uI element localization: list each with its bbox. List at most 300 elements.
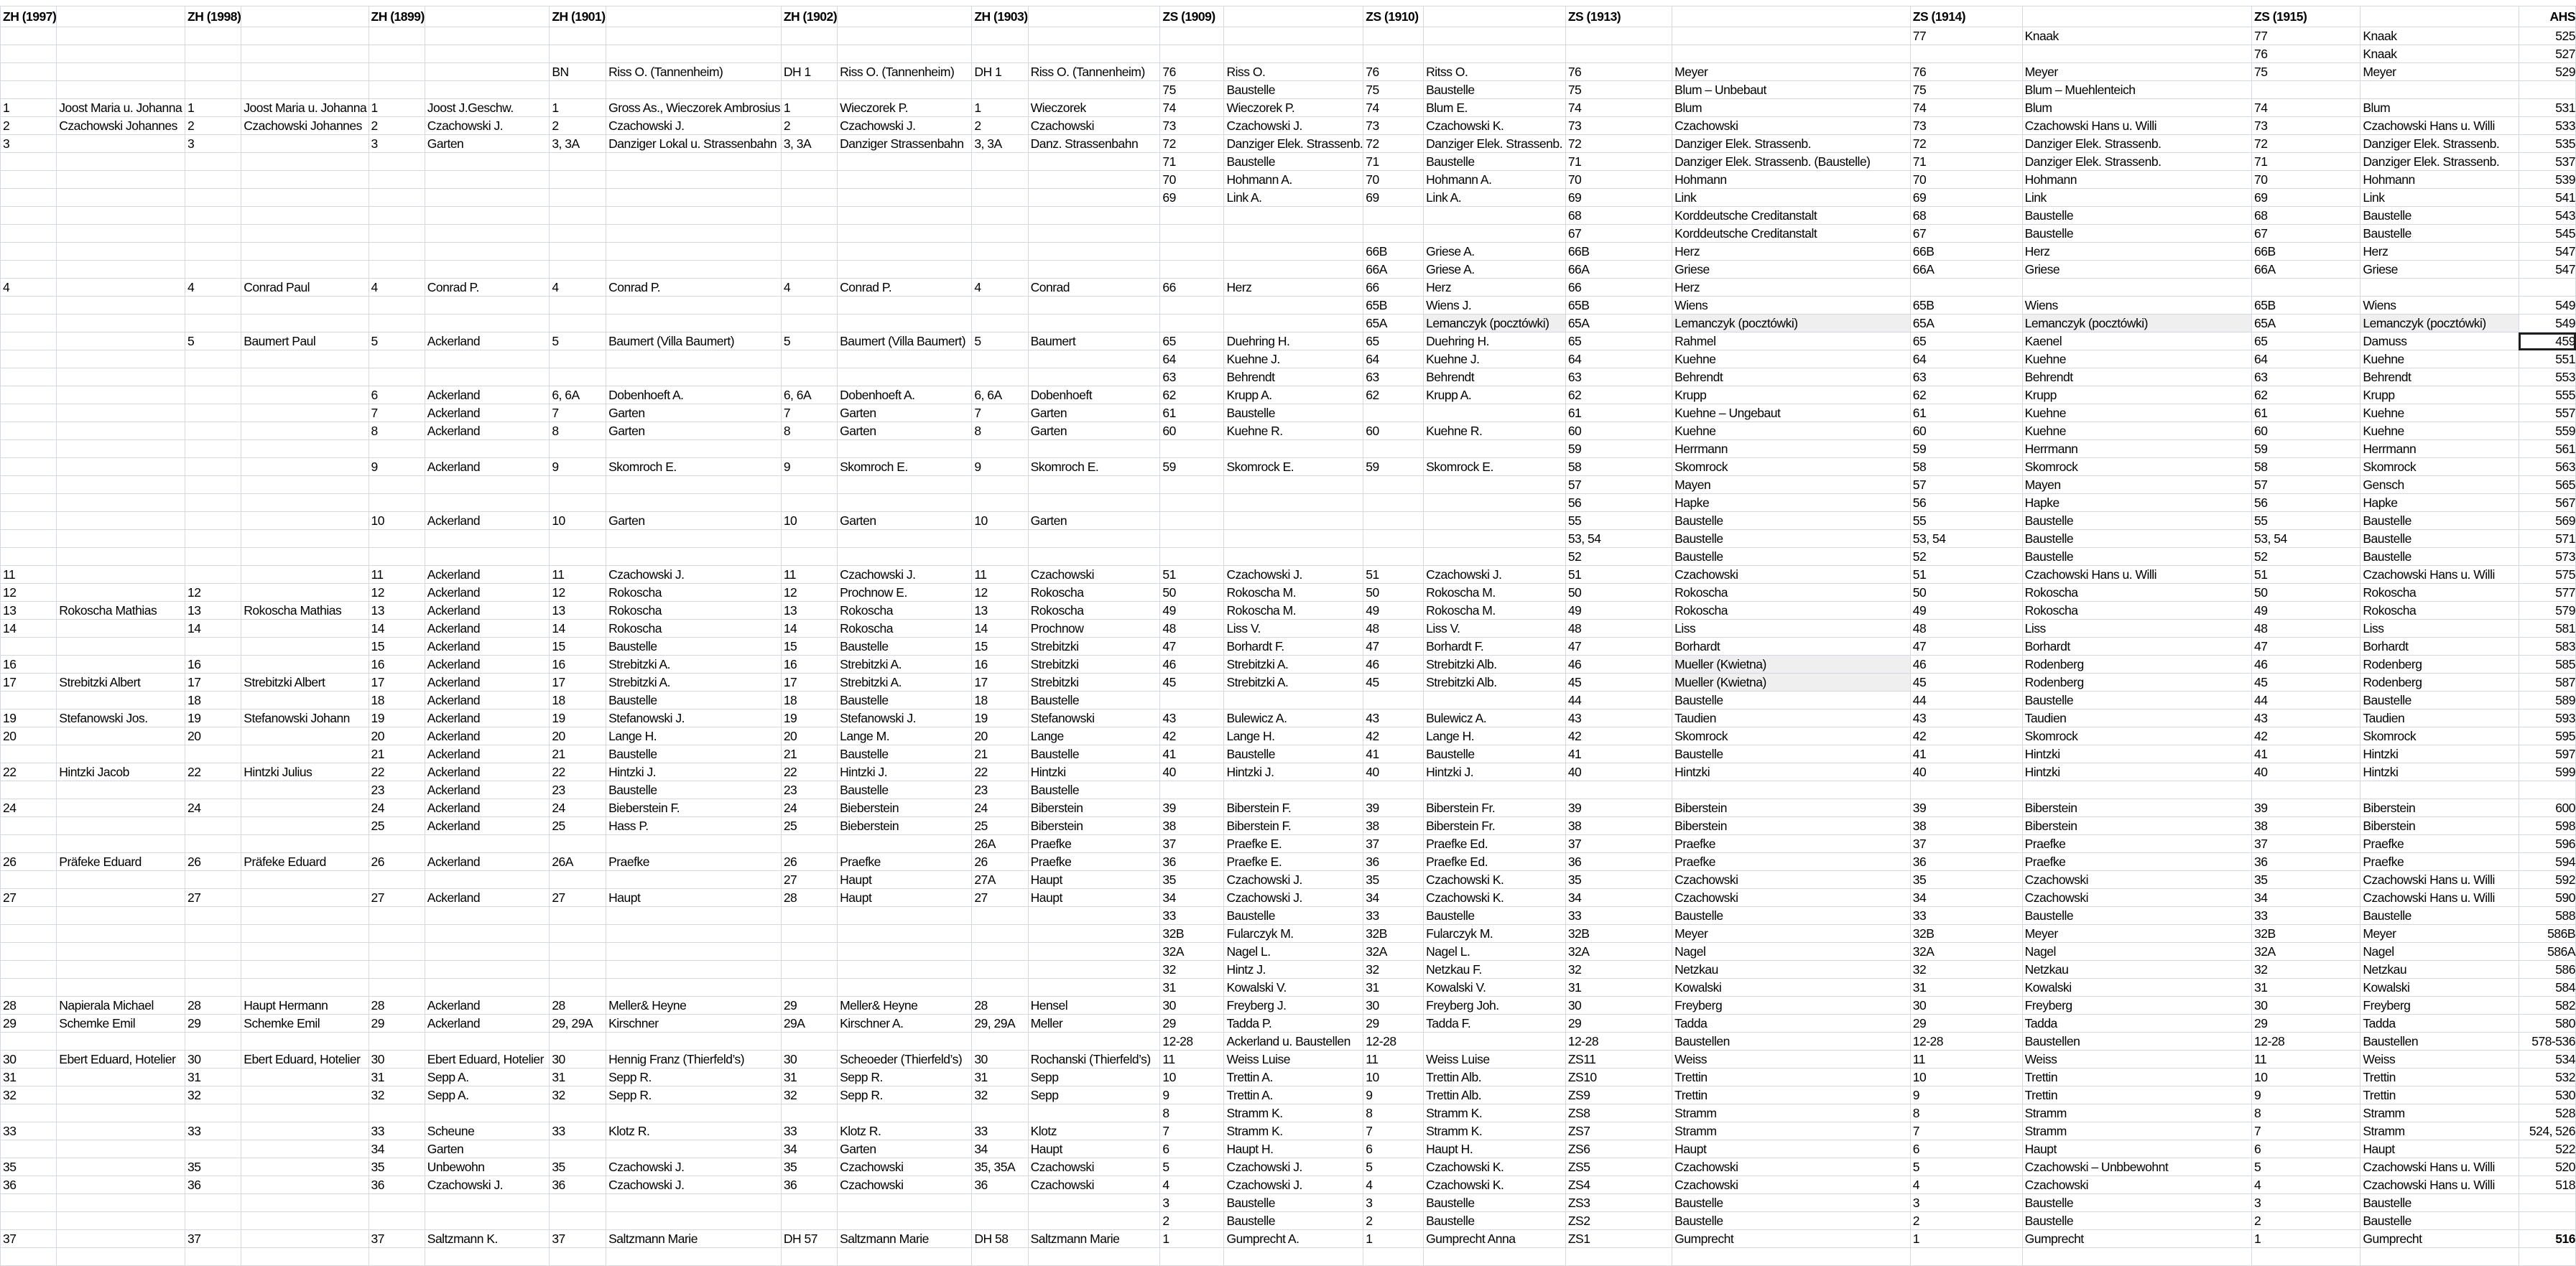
- house-number-cell[interactable]: [1565, 27, 1672, 45]
- owner-name-cell[interactable]: Baustelle: [1672, 548, 1911, 566]
- owner-name-cell[interactable]: Baustelle: [2360, 1194, 2519, 1212]
- owner-name-cell[interactable]: Kuehne J.: [1424, 350, 1566, 368]
- owner-name-cell[interactable]: Baustelle: [1224, 153, 1363, 171]
- house-number-cell[interactable]: [369, 1033, 425, 1051]
- house-number-cell[interactable]: [781, 171, 837, 189]
- column-header[interactable]: ZS (1915): [2252, 6, 2360, 27]
- owner-name-cell[interactable]: [241, 368, 369, 386]
- owner-name-cell[interactable]: [1028, 440, 1160, 458]
- house-number-cell[interactable]: 65: [1910, 332, 2022, 350]
- house-number-cell[interactable]: 11: [781, 566, 837, 584]
- owner-name-cell[interactable]: [425, 494, 550, 512]
- owner-name-cell[interactable]: Ackerland: [425, 763, 550, 781]
- owner-name-cell[interactable]: [241, 817, 369, 835]
- owner-name-cell[interactable]: [1224, 781, 1363, 799]
- house-number-cell[interactable]: 24: [185, 799, 241, 817]
- owner-name-cell[interactable]: Czachowski: [2022, 871, 2251, 889]
- owner-name-cell[interactable]: [57, 1069, 185, 1086]
- house-number-cell[interactable]: [972, 45, 1028, 63]
- owner-name-cell[interactable]: Danziger Strassenbahn: [838, 135, 972, 153]
- house-number-cell[interactable]: 72: [1910, 135, 2022, 153]
- owner-name-cell[interactable]: Baumert: [1028, 332, 1160, 350]
- owner-name-cell[interactable]: [838, 1104, 972, 1122]
- house-number-cell[interactable]: 7: [369, 404, 425, 422]
- house-number-cell[interactable]: 27: [369, 889, 425, 907]
- owner-name-cell[interactable]: Schemke Emil: [57, 1015, 185, 1033]
- owner-name-cell[interactable]: [241, 422, 369, 440]
- house-number-cell[interactable]: 65B: [1565, 297, 1672, 315]
- owner-name-cell[interactable]: Stramm K.: [1424, 1122, 1566, 1140]
- ahs-cell[interactable]: 597: [2519, 745, 2575, 763]
- house-number-cell[interactable]: 63: [1160, 368, 1224, 386]
- owner-name-cell[interactable]: Nagel: [1672, 943, 1911, 961]
- house-number-cell[interactable]: 41: [1565, 745, 1672, 763]
- owner-name-cell[interactable]: [606, 530, 782, 548]
- house-number-cell[interactable]: [185, 350, 241, 368]
- house-number-cell[interactable]: [972, 297, 1028, 315]
- owner-name-cell[interactable]: Haupt H.: [1424, 1140, 1566, 1158]
- owner-name-cell[interactable]: Garten: [1028, 404, 1160, 422]
- owner-name-cell[interactable]: [606, 225, 782, 243]
- house-number-cell[interactable]: [972, 961, 1028, 979]
- owner-name-cell[interactable]: [838, 189, 972, 207]
- owner-name-cell[interactable]: Trettin: [2022, 1069, 2251, 1086]
- house-number-cell[interactable]: 39: [1363, 799, 1424, 817]
- house-number-cell[interactable]: 35: [781, 1158, 837, 1176]
- ahs-cell[interactable]: 559: [2519, 422, 2575, 440]
- house-number-cell[interactable]: [550, 476, 606, 494]
- house-number-cell[interactable]: 60: [1363, 422, 1424, 440]
- owner-name-cell[interactable]: [1424, 440, 1566, 458]
- house-number-cell[interactable]: 65: [1160, 332, 1224, 350]
- house-number-cell[interactable]: 1: [1, 99, 57, 117]
- owner-name-cell[interactable]: Prochnow: [1028, 620, 1160, 638]
- house-number-cell[interactable]: 50: [1565, 584, 1672, 602]
- house-number-cell[interactable]: 32: [1910, 961, 2022, 979]
- owner-name-cell[interactable]: [241, 1230, 369, 1248]
- house-number-cell[interactable]: [1910, 1248, 2022, 1266]
- ahs-cell[interactable]: 575: [2519, 566, 2575, 584]
- owner-name-cell[interactable]: [57, 512, 185, 530]
- house-number-cell[interactable]: 8: [1160, 1104, 1224, 1122]
- owner-name-cell[interactable]: Krupp A.: [1224, 386, 1363, 404]
- owner-name-cell[interactable]: Garten: [606, 512, 782, 530]
- house-number-cell[interactable]: [550, 907, 606, 925]
- owner-name-cell[interactable]: Link: [2022, 189, 2251, 207]
- house-number-cell[interactable]: 6, 6A: [550, 386, 606, 404]
- owner-name-cell[interactable]: Joost Maria u. Johanna: [57, 99, 185, 117]
- owner-name-cell[interactable]: Meller& Heyne: [838, 997, 972, 1015]
- house-number-cell[interactable]: 1: [369, 99, 425, 117]
- house-number-cell[interactable]: 3: [185, 135, 241, 153]
- house-number-cell[interactable]: [369, 207, 425, 225]
- house-number-cell[interactable]: [369, 225, 425, 243]
- owner-name-cell[interactable]: Gumprecht Anna: [1424, 1230, 1566, 1248]
- owner-name-cell[interactable]: Griese: [2022, 261, 2251, 279]
- house-number-cell[interactable]: 33: [369, 1122, 425, 1140]
- house-number-cell[interactable]: [1160, 548, 1224, 566]
- house-number-cell[interactable]: 5: [1160, 1158, 1224, 1176]
- owner-name-cell[interactable]: Hintzki Jacob: [57, 763, 185, 781]
- ahs-cell[interactable]: 534: [2519, 1051, 2575, 1069]
- house-number-cell[interactable]: 8: [550, 422, 606, 440]
- house-number-cell[interactable]: 73: [1160, 117, 1224, 135]
- house-number-cell[interactable]: 4: [1910, 1176, 2022, 1194]
- house-number-cell[interactable]: 26: [972, 853, 1028, 871]
- owner-name-cell[interactable]: Trettin: [2360, 1086, 2519, 1104]
- owner-name-cell[interactable]: Mayen: [1672, 476, 1911, 494]
- house-number-cell[interactable]: 60: [2252, 422, 2360, 440]
- house-number-cell[interactable]: 67: [1910, 225, 2022, 243]
- house-number-cell[interactable]: 12-28: [1910, 1033, 2022, 1051]
- owner-name-cell[interactable]: [241, 548, 369, 566]
- house-number-cell[interactable]: 16: [1, 656, 57, 674]
- house-number-cell[interactable]: 64: [2252, 350, 2360, 368]
- house-number-cell[interactable]: 38: [1565, 817, 1672, 835]
- house-number-cell[interactable]: 66B: [2252, 243, 2360, 261]
- owner-name-cell[interactable]: Lemanczyk (pocztówki): [2360, 315, 2519, 332]
- owner-name-cell[interactable]: Garten: [838, 512, 972, 530]
- house-number-cell[interactable]: 76: [2252, 45, 2360, 63]
- house-number-cell[interactable]: 29: [1, 1015, 57, 1033]
- house-number-cell[interactable]: [550, 45, 606, 63]
- house-number-cell[interactable]: [550, 548, 606, 566]
- house-number-cell[interactable]: 3, 3A: [972, 135, 1028, 153]
- house-number-cell[interactable]: 32B: [1565, 925, 1672, 943]
- house-number-cell[interactable]: [185, 153, 241, 171]
- owner-name-cell[interactable]: Hintzki: [1028, 763, 1160, 781]
- house-number-cell[interactable]: 22: [550, 763, 606, 781]
- house-number-cell[interactable]: [2252, 279, 2360, 297]
- house-number-cell[interactable]: 70: [1565, 171, 1672, 189]
- owner-name-cell[interactable]: Baustelle: [1224, 745, 1363, 763]
- house-number-cell[interactable]: 8: [369, 422, 425, 440]
- house-number-cell[interactable]: [369, 943, 425, 961]
- ahs-cell[interactable]: 573: [2519, 548, 2575, 566]
- owner-name-cell[interactable]: [241, 1069, 369, 1086]
- owner-name-cell[interactable]: Strebitzki Alb.: [1424, 674, 1566, 692]
- house-number-cell[interactable]: 15: [781, 638, 837, 656]
- owner-name-cell[interactable]: [1224, 315, 1363, 332]
- owner-name-cell[interactable]: [57, 494, 185, 512]
- owner-name-cell[interactable]: [57, 476, 185, 494]
- owner-name-cell[interactable]: [241, 1248, 369, 1266]
- owner-name-cell[interactable]: Baustelle: [2022, 1194, 2251, 1212]
- house-number-cell[interactable]: 57: [1565, 476, 1672, 494]
- owner-name-cell[interactable]: [57, 835, 185, 853]
- owner-name-cell[interactable]: [241, 727, 369, 745]
- house-number-cell[interactable]: 12: [550, 584, 606, 602]
- owner-name-cell[interactable]: Behrendt: [1672, 368, 1911, 386]
- house-number-cell[interactable]: 9: [972, 458, 1028, 476]
- house-number-cell[interactable]: 7: [2252, 1122, 2360, 1140]
- owner-name-cell[interactable]: [57, 1212, 185, 1230]
- house-number-cell[interactable]: 45: [2252, 674, 2360, 692]
- owner-name-cell[interactable]: [1424, 494, 1566, 512]
- owner-name-cell[interactable]: Napierala Michael: [57, 997, 185, 1015]
- column-header[interactable]: [1672, 6, 1911, 27]
- ahs-cell[interactable]: 557: [2519, 404, 2575, 422]
- owner-name-cell[interactable]: [57, 907, 185, 925]
- owner-name-cell[interactable]: [606, 189, 782, 207]
- owner-name-cell[interactable]: [57, 727, 185, 745]
- house-number-cell[interactable]: 19: [369, 709, 425, 727]
- house-number-cell[interactable]: 3: [1, 135, 57, 153]
- house-number-cell[interactable]: [550, 81, 606, 99]
- owner-name-cell[interactable]: Sepp R.: [606, 1069, 782, 1086]
- house-number-cell[interactable]: [781, 45, 837, 63]
- owner-name-cell[interactable]: Skomroch E.: [1028, 458, 1160, 476]
- owner-name-cell[interactable]: Strebitzki: [1028, 674, 1160, 692]
- owner-name-cell[interactable]: Saltzmann K.: [425, 1230, 550, 1248]
- house-number-cell[interactable]: [972, 315, 1028, 332]
- house-number-cell[interactable]: [1910, 781, 2022, 799]
- owner-name-cell[interactable]: Link: [2360, 189, 2519, 207]
- house-number-cell[interactable]: [1, 297, 57, 315]
- house-number-cell[interactable]: 66A: [1363, 261, 1424, 279]
- owner-name-cell[interactable]: Fularczyk M.: [1224, 925, 1363, 943]
- house-number-cell[interactable]: [1910, 45, 2022, 63]
- owner-name-cell[interactable]: Baustelle: [1424, 1194, 1566, 1212]
- owner-name-cell[interactable]: Hintzki: [2022, 745, 2251, 763]
- owner-name-cell[interactable]: Biberstein F.: [1224, 817, 1363, 835]
- house-number-cell[interactable]: 33: [1160, 907, 1224, 925]
- house-number-cell[interactable]: 36: [2252, 853, 2360, 871]
- owner-name-cell[interactable]: Czachowski Hans u. Willi: [2360, 1176, 2519, 1194]
- house-number-cell[interactable]: [185, 566, 241, 584]
- owner-name-cell[interactable]: Herz: [1672, 243, 1911, 261]
- owner-name-cell[interactable]: Saltzmann Marie: [1028, 1230, 1160, 1248]
- owner-name-cell[interactable]: [425, 261, 550, 279]
- owner-name-cell[interactable]: Baustelle: [2022, 207, 2251, 225]
- house-number-cell[interactable]: 2: [185, 117, 241, 135]
- house-number-cell[interactable]: [1160, 225, 1224, 243]
- owner-name-cell[interactable]: [1424, 45, 1566, 63]
- house-number-cell[interactable]: 32B: [1160, 925, 1224, 943]
- owner-name-cell[interactable]: Knaak: [2360, 45, 2519, 63]
- owner-name-cell[interactable]: [1424, 548, 1566, 566]
- owner-name-cell[interactable]: Biberstein Fr.: [1424, 817, 1566, 835]
- house-number-cell[interactable]: 37: [1, 1230, 57, 1248]
- owner-name-cell[interactable]: Meyer: [2022, 63, 2251, 81]
- house-number-cell[interactable]: [1, 189, 57, 207]
- owner-name-cell[interactable]: Hapke: [2360, 494, 2519, 512]
- house-number-cell[interactable]: [185, 440, 241, 458]
- owner-name-cell[interactable]: [1224, 494, 1363, 512]
- ahs-cell[interactable]: 586B: [2519, 925, 2575, 943]
- owner-name-cell[interactable]: Rodenberg: [2360, 656, 2519, 674]
- house-number-cell[interactable]: 46: [1565, 656, 1672, 674]
- house-number-cell[interactable]: 30: [2252, 997, 2360, 1015]
- house-number-cell[interactable]: 31: [1160, 979, 1224, 997]
- owner-name-cell[interactable]: Wiens: [2360, 297, 2519, 315]
- house-number-cell[interactable]: 71: [1910, 153, 2022, 171]
- house-number-cell[interactable]: 18: [781, 692, 837, 709]
- house-number-cell[interactable]: [781, 297, 837, 315]
- owner-name-cell[interactable]: Garten: [606, 422, 782, 440]
- owner-name-cell[interactable]: Rodenberg: [2360, 674, 2519, 692]
- owner-name-cell[interactable]: Hohmann: [1672, 171, 1911, 189]
- owner-name-cell[interactable]: Baustelle: [606, 638, 782, 656]
- house-number-cell[interactable]: 62: [1160, 386, 1224, 404]
- owner-name-cell[interactable]: Kuehne R.: [1424, 422, 1566, 440]
- house-number-cell[interactable]: 29: [2252, 1015, 2360, 1033]
- owner-name-cell[interactable]: Rahmel: [1672, 332, 1911, 350]
- house-number-cell[interactable]: [972, 368, 1028, 386]
- house-number-cell[interactable]: 34: [369, 1140, 425, 1158]
- ahs-cell[interactable]: 535: [2519, 135, 2575, 153]
- house-number-cell[interactable]: 76: [1160, 63, 1224, 81]
- owner-name-cell[interactable]: Baustelle: [1028, 692, 1160, 709]
- owner-name-cell[interactable]: [1224, 440, 1363, 458]
- house-number-cell[interactable]: [550, 440, 606, 458]
- house-number-cell[interactable]: 46: [2252, 656, 2360, 674]
- owner-name-cell[interactable]: [606, 961, 782, 979]
- owner-name-cell[interactable]: [606, 1248, 782, 1266]
- owner-name-cell[interactable]: [57, 943, 185, 961]
- house-number-cell[interactable]: 31: [185, 1069, 241, 1086]
- house-number-cell[interactable]: 77: [2252, 27, 2360, 45]
- owner-name-cell[interactable]: Baustelle: [1672, 1194, 1911, 1212]
- house-number-cell[interactable]: 6: [2252, 1140, 2360, 1158]
- owner-name-cell[interactable]: [1424, 225, 1566, 243]
- house-number-cell[interactable]: 29: [369, 1015, 425, 1033]
- owner-name-cell[interactable]: Herz: [2022, 243, 2251, 261]
- house-number-cell[interactable]: [781, 494, 837, 512]
- house-number-cell[interactable]: [369, 171, 425, 189]
- owner-name-cell[interactable]: [838, 153, 972, 171]
- owner-name-cell[interactable]: Stefanowski J.: [606, 709, 782, 727]
- house-number-cell[interactable]: [1, 1140, 57, 1158]
- owner-name-cell[interactable]: [838, 243, 972, 261]
- house-number-cell[interactable]: [1363, 530, 1424, 548]
- house-number-cell[interactable]: 65: [1565, 332, 1672, 350]
- ahs-cell[interactable]: 592: [2519, 871, 2575, 889]
- ahs-cell[interactable]: 553: [2519, 368, 2575, 386]
- house-number-cell[interactable]: 1: [1363, 1230, 1424, 1248]
- owner-name-cell[interactable]: Stramm K.: [1224, 1122, 1363, 1140]
- owner-name-cell[interactable]: Freyberg: [1672, 997, 1911, 1015]
- owner-name-cell[interactable]: Mueller (Kwietna): [1672, 674, 1911, 692]
- owner-name-cell[interactable]: Gumprecht: [1672, 1230, 1911, 1248]
- owner-name-cell[interactable]: Stefanowski J.: [838, 709, 972, 727]
- owner-name-cell[interactable]: Ackerland: [425, 853, 550, 871]
- house-number-cell[interactable]: [1, 907, 57, 925]
- house-number-cell[interactable]: 32A: [1363, 943, 1424, 961]
- owner-name-cell[interactable]: Sepp: [1028, 1086, 1160, 1104]
- house-number-cell[interactable]: 66A: [2252, 261, 2360, 279]
- ahs-cell[interactable]: 583: [2519, 638, 2575, 656]
- ahs-cell[interactable]: 549: [2519, 315, 2575, 332]
- house-number-cell[interactable]: [1160, 476, 1224, 494]
- house-number-cell[interactable]: ZS3: [1565, 1194, 1672, 1212]
- house-number-cell[interactable]: 32A: [1910, 943, 2022, 961]
- owner-name-cell[interactable]: Biberstein Fr.: [1424, 799, 1566, 817]
- owner-name-cell[interactable]: [57, 404, 185, 422]
- ahs-cell[interactable]: 587: [2519, 674, 2575, 692]
- owner-name-cell[interactable]: Borhardt: [2360, 638, 2519, 656]
- house-number-cell[interactable]: 14: [369, 620, 425, 638]
- house-number-cell[interactable]: 18: [185, 692, 241, 709]
- owner-name-cell[interactable]: [838, 261, 972, 279]
- owner-name-cell[interactable]: Conrad P.: [606, 279, 782, 297]
- house-number-cell[interactable]: 12-28: [1160, 1033, 1224, 1051]
- owner-name-cell[interactable]: Scheoeder (Thierfeld’s): [838, 1051, 972, 1069]
- house-number-cell[interactable]: 55: [2252, 512, 2360, 530]
- house-number-cell[interactable]: [781, 1194, 837, 1212]
- owner-name-cell[interactable]: [57, 1158, 185, 1176]
- owner-name-cell[interactable]: [1028, 476, 1160, 494]
- house-number-cell[interactable]: 49: [1910, 602, 2022, 620]
- owner-name-cell[interactable]: [241, 1212, 369, 1230]
- owner-name-cell[interactable]: Kowalski: [1672, 979, 1911, 997]
- owner-name-cell[interactable]: [425, 1248, 550, 1266]
- house-number-cell[interactable]: 12: [972, 584, 1028, 602]
- house-number-cell[interactable]: 8: [1363, 1104, 1424, 1122]
- owner-name-cell[interactable]: [1424, 1248, 1566, 1266]
- house-number-cell[interactable]: [185, 925, 241, 943]
- house-number-cell[interactable]: 65B: [2252, 297, 2360, 315]
- house-number-cell[interactable]: 9: [2252, 1086, 2360, 1104]
- house-number-cell[interactable]: [185, 261, 241, 279]
- house-number-cell[interactable]: 29: [1363, 1015, 1424, 1033]
- house-number-cell[interactable]: 73: [2252, 117, 2360, 135]
- house-number-cell[interactable]: [550, 153, 606, 171]
- owner-name-cell[interactable]: Hintzki Julius: [241, 763, 369, 781]
- ahs-cell[interactable]: 594: [2519, 853, 2575, 871]
- house-number-cell[interactable]: 34: [1160, 889, 1224, 907]
- house-number-cell[interactable]: 1: [781, 99, 837, 117]
- house-number-cell[interactable]: 17: [550, 674, 606, 692]
- owner-name-cell[interactable]: Weiss: [2022, 1051, 2251, 1069]
- house-number-cell[interactable]: 4: [369, 279, 425, 297]
- house-number-cell[interactable]: [1, 745, 57, 763]
- house-number-cell[interactable]: 1: [550, 99, 606, 117]
- owner-name-cell[interactable]: [425, 530, 550, 548]
- house-number-cell[interactable]: 65A: [2252, 315, 2360, 332]
- house-number-cell[interactable]: [1, 835, 57, 853]
- owner-name-cell[interactable]: Herz: [1224, 279, 1363, 297]
- owner-name-cell[interactable]: [1424, 207, 1566, 225]
- owner-name-cell[interactable]: [1028, 1104, 1160, 1122]
- owner-name-cell[interactable]: Borhardt F.: [1424, 638, 1566, 656]
- column-header[interactable]: [606, 6, 782, 27]
- owner-name-cell[interactable]: [241, 1194, 369, 1212]
- owner-name-cell[interactable]: [1224, 297, 1363, 315]
- house-number-cell[interactable]: [1, 458, 57, 476]
- house-number-cell[interactable]: [1160, 512, 1224, 530]
- owner-name-cell[interactable]: [606, 45, 782, 63]
- owner-name-cell[interactable]: [1224, 692, 1363, 709]
- house-number-cell[interactable]: 34: [1363, 889, 1424, 907]
- house-number-cell[interactable]: 59: [1565, 440, 1672, 458]
- owner-name-cell[interactable]: Biberstein: [1028, 817, 1160, 835]
- house-number-cell[interactable]: [972, 207, 1028, 225]
- owner-name-cell[interactable]: [57, 548, 185, 566]
- owner-name-cell[interactable]: Trettin Alb.: [1424, 1069, 1566, 1086]
- house-number-cell[interactable]: [369, 315, 425, 332]
- house-number-cell[interactable]: [1, 404, 57, 422]
- house-number-cell[interactable]: 8: [781, 422, 837, 440]
- house-number-cell[interactable]: [369, 63, 425, 81]
- house-number-cell[interactable]: 51: [2252, 566, 2360, 584]
- house-number-cell[interactable]: 6: [369, 386, 425, 404]
- owner-name-cell[interactable]: Skomrock: [1672, 727, 1911, 745]
- house-number-cell[interactable]: [1, 512, 57, 530]
- owner-name-cell[interactable]: Taudien: [2360, 709, 2519, 727]
- house-number-cell[interactable]: 2: [550, 117, 606, 135]
- house-number-cell[interactable]: [1, 440, 57, 458]
